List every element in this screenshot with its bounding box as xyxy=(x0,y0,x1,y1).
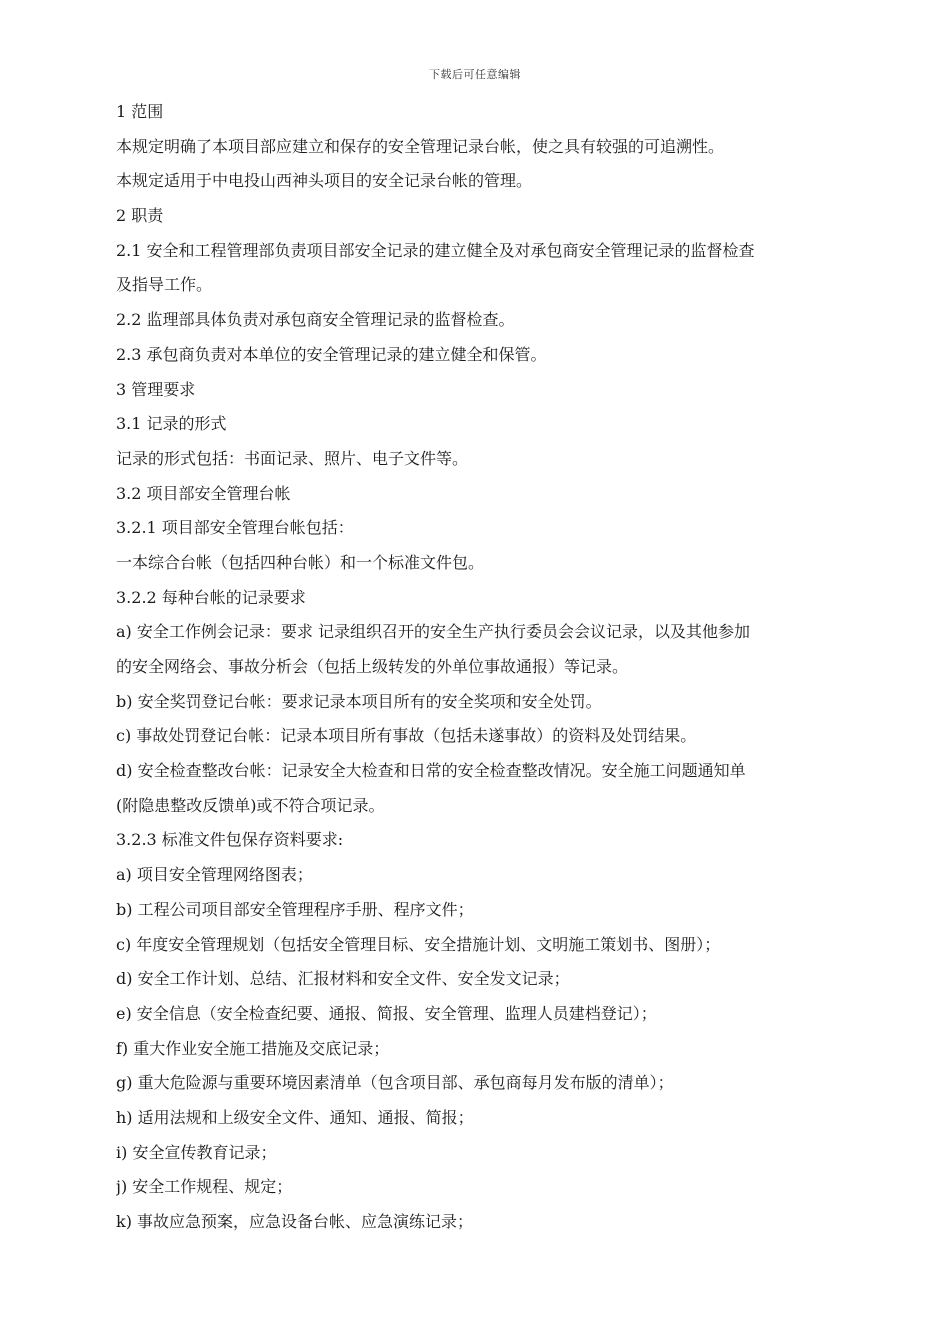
subsection-heading: 3.2.3 标准文件包保存资料要求: xyxy=(116,830,344,850)
section-heading-requirements: 3 管理要求 xyxy=(116,379,196,399)
list-item-continuation: 的安全网络会、事故分析会（包括上级转发的外单位事故通报）等记录。 xyxy=(116,657,629,676)
list-item: c) 年度安全管理规划（包括安全管理目标、安全措施计划、文明施工策划书、图册）； xyxy=(116,934,721,954)
list-item-continuation: (附隐患整改反馈单)或不符合项记录。 xyxy=(116,795,385,815)
paragraph-line: 2.2 监理部具体负责对承包商安全管理记录的监督检查。 xyxy=(116,310,515,330)
section-heading-duties: 2 职责 xyxy=(116,206,164,226)
paragraph-line: 本规定适用于中电投山西神头项目的安全记录台帐的管理。 xyxy=(116,171,533,191)
list-item: h) 适用法规和上级安全文件、通知、通报、简报； xyxy=(116,1107,474,1127)
list-item: b) 安全奖罚登记台帐：要求记录本项目所有的安全奖项和安全处罚。 xyxy=(116,691,602,711)
list-item: d) 安全检查整改台帐：记录安全大检查和日常的安全检查整改情况。安全施工问题通知单 xyxy=(116,761,746,781)
paragraph-line: 一本综合台帐（包括四种台帐）和一个标准文件包。 xyxy=(116,552,485,572)
document-body xyxy=(116,95,886,1240)
subsection-heading: 3.1 记录的形式 xyxy=(116,414,227,434)
list-item: a) 项目安全管理网络图表； xyxy=(116,865,313,885)
list-item: f) 重大作业安全施工措施及交底记录； xyxy=(116,1038,390,1058)
subsection-heading: 3.2.2 每种台帐的记录要求 xyxy=(116,587,306,607)
section-heading-scope: 1 范围 xyxy=(116,102,164,121)
list-item: i) 安全宣传教育记录； xyxy=(116,1142,277,1162)
list-item: g) 重大危险源与重要环境因素清单（包含项目部、承包商每月发布版的清单）； xyxy=(116,1073,674,1093)
subsection-heading: 3.2.1 项目部安全管理台帐包括： xyxy=(116,518,354,538)
list-item: e) 安全信息（安全检查纪要、通报、简报、安全管理、监理人员建档登记）； xyxy=(116,1003,657,1023)
list-item: b) 工程公司项目部安全管理程序手册、程序文件； xyxy=(116,899,474,919)
subsection-heading: 3.2 项目部安全管理台帐 xyxy=(116,483,291,503)
paragraph-line: 本规定明确了本项目部应建立和保存的安全管理记录台帐，使之具有较强的可追溯性。 xyxy=(116,136,725,156)
paragraph-line: 及指导工作。 xyxy=(116,275,213,295)
list-item: k) 事故应急预案，应急设备台帐、应急演练记录； xyxy=(116,1212,474,1231)
list-item: d) 安全工作计划、总结、汇报材料和安全文件、安全发文记录； xyxy=(116,969,570,989)
header-note: 下载后可任意编辑 xyxy=(429,68,521,81)
list-item: j) 安全工作规程、规定； xyxy=(116,1177,293,1197)
paragraph-line: 2.1 安全和工程管理部负责项目部安全记录的建立健全及对承包商安全管理记录的监督检查 xyxy=(116,240,755,260)
list-item: c) 事故处罚登记台帐：记录本项目所有事故（包括未遂事故）的资料及处罚结果。 xyxy=(116,726,697,746)
list-item: a) 安全工作例会记录：要求 记录组织召开的安全生产执行委员会会议记录，以及其他参加 xyxy=(116,622,750,642)
paragraph-line: 2.3 承包商负责对本单位的安全管理记录的建立健全和保管。 xyxy=(116,344,547,364)
paragraph-line: 记录的形式包括：书面记录、照片、电子文件等。 xyxy=(116,448,469,468)
